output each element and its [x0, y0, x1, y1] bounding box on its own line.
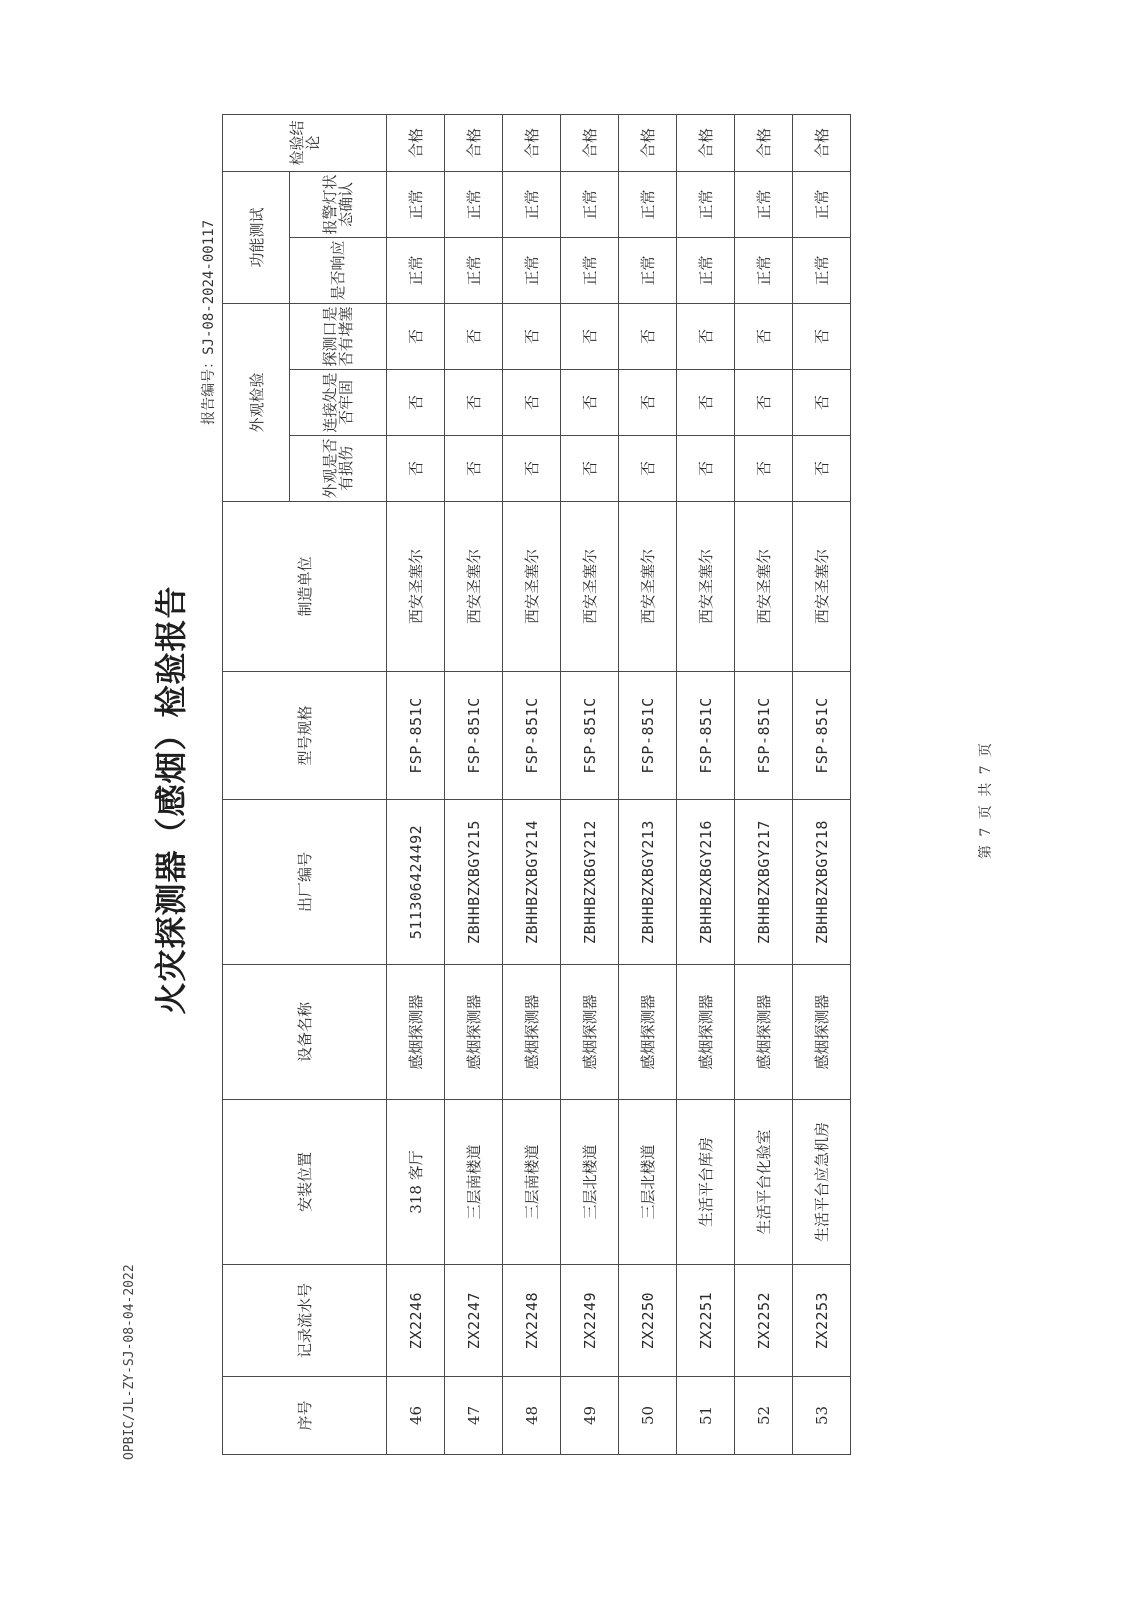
- cell-fn-led: 正常: [445, 171, 503, 237]
- cell-record: ZX2253: [793, 1265, 851, 1377]
- header-record: 记录流水号: [223, 1265, 387, 1377]
- header-seq: 序号: [223, 1377, 387, 1455]
- cell-model: FSP-851C: [735, 672, 793, 800]
- header-serial: 出厂编号: [223, 800, 387, 965]
- cell-app-damage: 否: [387, 436, 445, 502]
- table-row: [735, 114, 793, 1454]
- cell-seq: 47: [445, 1377, 503, 1455]
- cell-maker: 西安圣塞尔: [561, 502, 619, 672]
- cell-record: ZX2246: [387, 1265, 445, 1377]
- cell-result: 合格: [735, 114, 793, 171]
- cell-maker: 西安圣塞尔: [677, 502, 735, 672]
- cell-app-damage: 否: [561, 436, 619, 502]
- cell-app-joint: 否: [735, 370, 793, 436]
- cell-app-damage: 否: [619, 436, 677, 502]
- header-device: 设备名称: [223, 965, 387, 1100]
- cell-serial: ZBHHBZXBGY212: [561, 800, 619, 965]
- header-fn-response: 是否响应: [290, 237, 387, 303]
- cell-fn-response: 正常: [503, 237, 561, 303]
- cell-fn-led: 正常: [387, 171, 445, 237]
- cell-result: 合格: [445, 114, 503, 171]
- cell-fn-led: 正常: [619, 171, 677, 237]
- cell-result: 合格: [619, 114, 677, 171]
- table-row: [561, 114, 619, 1454]
- cell-serial: ZBHHBZXBGY218: [793, 800, 851, 965]
- header-location: 安装位置: [223, 1100, 387, 1265]
- cell-location: 318 客厅: [387, 1100, 445, 1265]
- cell-app-joint: 否: [561, 370, 619, 436]
- cell-serial: ZBHHBZXBGY213: [619, 800, 677, 965]
- cell-record: ZX2248: [503, 1265, 561, 1377]
- cell-seq: 52: [735, 1377, 793, 1455]
- cell-app-blocked: 否: [561, 303, 619, 369]
- cell-app-damage: 否: [677, 436, 735, 502]
- cell-model: FSP-851C: [677, 672, 735, 800]
- cell-maker: 西安圣塞尔: [387, 502, 445, 672]
- cell-record: ZX2251: [677, 1265, 735, 1377]
- cell-app-damage: 否: [445, 436, 503, 502]
- cell-seq: 51: [677, 1377, 735, 1455]
- cell-serial: ZBHHBZXBGY216: [677, 800, 735, 965]
- header-function: 功能测试: [223, 171, 290, 303]
- cell-device: 感烟探测器: [561, 965, 619, 1100]
- cell-app-damage: 否: [503, 436, 561, 502]
- cell-model: FSP-851C: [503, 672, 561, 800]
- table-row: [445, 114, 503, 1454]
- cell-app-joint: 否: [619, 370, 677, 436]
- cell-location: 三层南楼道: [503, 1100, 561, 1265]
- table-row: [677, 114, 735, 1454]
- cell-model: FSP-851C: [793, 672, 851, 800]
- cell-location: 三层北楼道: [619, 1100, 677, 1265]
- cell-device: 感烟探测器: [503, 965, 561, 1100]
- report-number: 报告编号：SJ-08-2024-00117: [201, 220, 217, 425]
- header-model: 型号规格: [223, 672, 387, 800]
- cell-device: 感烟探测器: [619, 965, 677, 1100]
- cell-device: 感烟探测器: [387, 965, 445, 1100]
- cell-serial: ZBHHBZXBGY214: [503, 800, 561, 965]
- cell-record: ZX2250: [619, 1265, 677, 1377]
- cell-maker: 西安圣塞尔: [793, 502, 851, 672]
- cell-location: 三层南楼道: [445, 1100, 503, 1265]
- cell-result: 合格: [677, 114, 735, 171]
- cell-maker: 西安圣塞尔: [619, 502, 677, 672]
- cell-record: ZX2252: [735, 1265, 793, 1377]
- header-appearance: 外观检验: [223, 303, 290, 501]
- cell-fn-response: 正常: [677, 237, 735, 303]
- cell-app-joint: 否: [677, 370, 735, 436]
- cell-location: 生活平台库房: [677, 1100, 735, 1265]
- cell-model: FSP-851C: [387, 672, 445, 800]
- inspection-table: [222, 114, 851, 1455]
- cell-fn-led: 正常: [561, 171, 619, 237]
- cell-serial: 511306424492: [387, 800, 445, 965]
- cell-fn-response: 正常: [619, 237, 677, 303]
- cell-model: FSP-851C: [561, 672, 619, 800]
- table-row: [793, 114, 851, 1454]
- cell-app-blocked: 否: [387, 303, 445, 369]
- header-fn-led: 报警灯状态确认: [290, 171, 387, 237]
- table-row: [503, 114, 561, 1454]
- cell-result: 合格: [561, 114, 619, 171]
- cell-seq: 53: [793, 1377, 851, 1455]
- cell-serial: ZBHHBZXBGY215: [445, 800, 503, 965]
- cell-app-joint: 否: [445, 370, 503, 436]
- table-header-row-1: [223, 114, 290, 1454]
- cell-fn-response: 正常: [445, 237, 503, 303]
- cell-record: ZX2249: [561, 1265, 619, 1377]
- cell-maker: 西安圣塞尔: [735, 502, 793, 672]
- header-app-joint: 连接处是否牢固: [290, 370, 387, 436]
- cell-fn-led: 正常: [503, 171, 561, 237]
- cell-fn-response: 正常: [387, 237, 445, 303]
- cell-result: 合格: [793, 114, 851, 171]
- cell-device: 感烟探测器: [793, 965, 851, 1100]
- cell-app-joint: 否: [387, 370, 445, 436]
- cell-fn-led: 正常: [735, 171, 793, 237]
- cell-app-joint: 否: [503, 370, 561, 436]
- header-maker: 制造单位: [223, 502, 387, 672]
- cell-seq: 48: [503, 1377, 561, 1455]
- table-row: [387, 114, 445, 1454]
- cell-result: 合格: [387, 114, 445, 171]
- cell-app-blocked: 否: [793, 303, 851, 369]
- cell-device: 感烟探测器: [735, 965, 793, 1100]
- cell-fn-led: 正常: [793, 171, 851, 237]
- cell-app-blocked: 否: [503, 303, 561, 369]
- cell-fn-response: 正常: [561, 237, 619, 303]
- cell-app-blocked: 否: [445, 303, 503, 369]
- cell-app-damage: 否: [735, 436, 793, 502]
- cell-app-blocked: 否: [619, 303, 677, 369]
- cell-model: FSP-851C: [619, 672, 677, 800]
- cell-app-blocked: 否: [735, 303, 793, 369]
- cell-maker: 西安圣塞尔: [445, 502, 503, 672]
- cell-model: FSP-851C: [445, 672, 503, 800]
- cell-seq: 50: [619, 1377, 677, 1455]
- cell-fn-response: 正常: [735, 237, 793, 303]
- cell-maker: 西安圣塞尔: [503, 502, 561, 672]
- cell-result: 合格: [503, 114, 561, 171]
- page-footer: 第 7 页 共 7 页: [978, 740, 994, 860]
- header-conclusion: 检验结论: [223, 114, 387, 171]
- cell-app-joint: 否: [793, 370, 851, 436]
- cell-fn-led: 正常: [677, 171, 735, 237]
- cell-location: 生活平台应急机房: [793, 1100, 851, 1265]
- cell-device: 感烟探测器: [677, 965, 735, 1100]
- cell-fn-response: 正常: [793, 237, 851, 303]
- cell-location: 生活平台化验室: [735, 1100, 793, 1265]
- cell-app-damage: 否: [793, 436, 851, 502]
- table-row: [619, 114, 677, 1454]
- header-app-blocked: 探测口是否有堵塞: [290, 303, 387, 369]
- cell-serial: ZBHHBZXBGY217: [735, 800, 793, 965]
- form-code: OPBIC/JL-ZY-SJ-08-04-2022: [122, 1264, 137, 1460]
- cell-seq: 49: [561, 1377, 619, 1455]
- header-app-damage: 外观是否有损伤: [290, 436, 387, 502]
- cell-seq: 46: [387, 1377, 445, 1455]
- cell-device: 感烟探测器: [445, 965, 503, 1100]
- cell-location: 三层北楼道: [561, 1100, 619, 1265]
- cell-app-blocked: 否: [677, 303, 735, 369]
- page-title: 火灾探测器（感烟）检验报告: [152, 585, 190, 1015]
- cell-record: ZX2247: [445, 1265, 503, 1377]
